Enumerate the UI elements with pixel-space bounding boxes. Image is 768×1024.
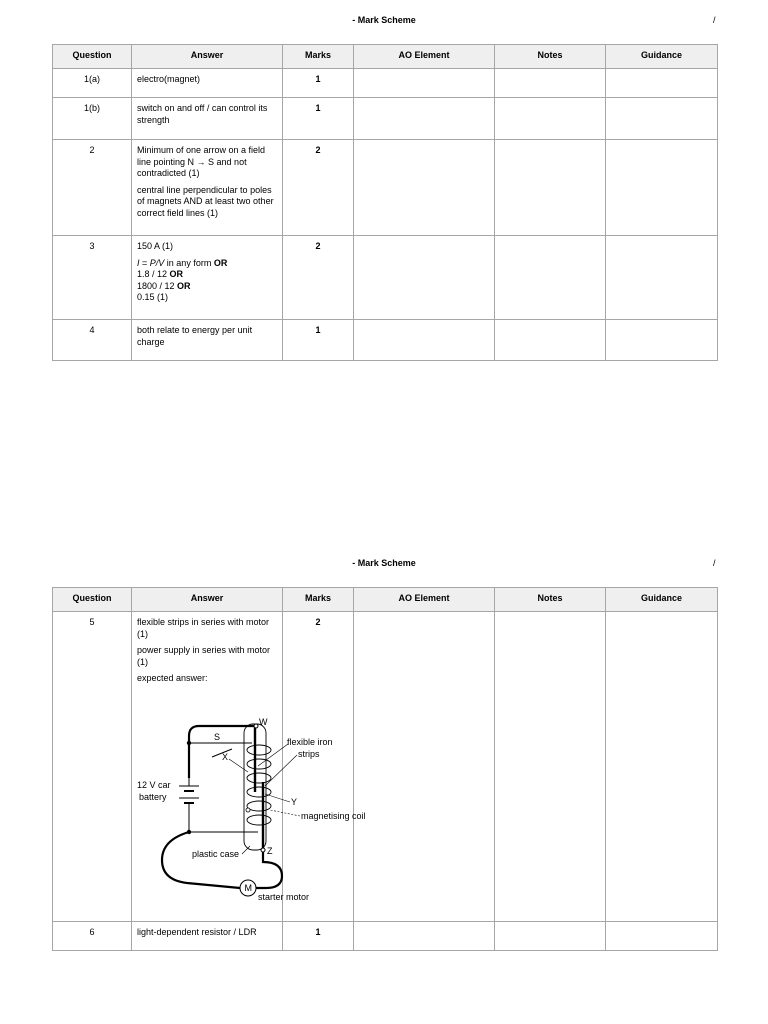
wire-loop-to-motor xyxy=(162,832,240,888)
col-notes-header: Notes xyxy=(495,45,606,69)
answer-text: electro(magnet) xyxy=(137,74,201,84)
formula-power-voltage: P/V xyxy=(149,257,165,268)
ao-element-cell xyxy=(354,98,495,140)
leader-iron xyxy=(265,755,297,786)
marks-cell: 2 xyxy=(283,236,354,320)
page-header-slash: / xyxy=(713,15,716,25)
leader-x xyxy=(229,759,248,772)
notes-cell xyxy=(495,236,606,320)
col-ao-element-header: AO Element xyxy=(354,588,495,612)
formula-rest: in any form xyxy=(164,257,214,268)
label-coil: magnetising coil xyxy=(301,811,366,821)
notes-cell xyxy=(495,612,606,922)
answer-text: power supply in series with motor (1) xyxy=(137,645,271,667)
coil-loop xyxy=(247,787,271,797)
or-keyword: OR xyxy=(177,280,191,291)
coil-loop xyxy=(247,801,271,811)
question-number: 4 xyxy=(53,320,132,361)
question-number: 5 xyxy=(53,612,132,922)
notes-cell xyxy=(495,320,606,361)
label-iron-2: strips xyxy=(298,749,320,759)
ao-element-cell xyxy=(354,922,495,951)
guidance-cell xyxy=(606,320,718,361)
calc-line: 1800 / 12 xyxy=(137,280,178,291)
question-number: 6 xyxy=(53,922,132,951)
terminal-z xyxy=(261,848,265,852)
marks-cell: 1 xyxy=(283,922,354,951)
table-row xyxy=(53,320,718,361)
col-answer-header: Answer xyxy=(132,45,283,69)
col-notes-header: Notes xyxy=(495,588,606,612)
table-row xyxy=(53,612,718,922)
col-guidance-header: Guidance xyxy=(606,588,718,612)
answer-text: Minimum of one arrow on a field line pointing N → S and not contradicted (1) xyxy=(137,145,266,178)
page-header-title: - Mark Scheme xyxy=(352,15,416,25)
col-guidance-header: Guidance xyxy=(606,45,718,69)
answer-cell xyxy=(132,69,283,98)
answer-cell xyxy=(132,236,283,320)
coil-loop xyxy=(247,773,271,783)
marks-cell: 1 xyxy=(283,320,354,361)
table-row xyxy=(53,922,718,951)
answer-cell xyxy=(132,320,283,361)
notes-cell xyxy=(495,69,606,98)
question-number: 2 xyxy=(53,140,132,236)
table-row xyxy=(53,236,718,320)
label-y: Y xyxy=(291,797,298,807)
answer-text: flexible strips in series with motor (1) xyxy=(137,617,270,639)
answer-cell xyxy=(132,140,283,236)
label-battery-2: battery xyxy=(139,792,167,802)
marks-cell: 2 xyxy=(283,612,354,922)
ao-element-cell xyxy=(354,236,495,320)
label-z: Z xyxy=(267,846,273,856)
notes-cell xyxy=(495,98,606,140)
answer-text: central line perpendicular to poles of magnets AND at least two other correct field lines (1) xyxy=(137,184,274,218)
ao-element-cell xyxy=(354,69,495,98)
terminal xyxy=(246,808,250,812)
label-battery-1: 12 V car xyxy=(137,780,171,790)
answer-formula xyxy=(137,258,277,304)
coil-loop xyxy=(247,759,271,769)
answer-cell xyxy=(132,98,283,140)
answer-text: switch on and off / can control its strength xyxy=(137,103,268,125)
notes-cell xyxy=(495,140,606,236)
page-header-slash: / xyxy=(713,558,716,568)
table-row xyxy=(53,140,718,236)
table-row xyxy=(53,98,718,140)
label-s: S xyxy=(214,732,221,742)
answer-text: expected answer: xyxy=(137,673,208,683)
table-header-row xyxy=(53,45,718,69)
marks-cell: 1 xyxy=(283,98,354,140)
label-x: X xyxy=(222,752,229,762)
col-marks-header: Marks xyxy=(283,45,354,69)
coil-loop xyxy=(247,815,271,825)
marks-cell: 2 xyxy=(283,140,354,236)
calc-line: 0.15 (1) xyxy=(137,292,169,302)
or-keyword: OR xyxy=(213,257,228,268)
question-number: 1(b) xyxy=(53,98,132,140)
label-iron-1: flexible iron xyxy=(287,737,333,747)
ao-element-cell xyxy=(354,320,495,361)
formula-equals: = xyxy=(139,257,150,268)
guidance-cell xyxy=(606,922,718,951)
guidance-cell xyxy=(606,69,718,98)
answer-text: both relate to energy per unit charge xyxy=(137,325,253,347)
label-starter-motor: starter motor xyxy=(258,892,310,902)
formula-current-symbol: I xyxy=(137,257,140,268)
answer-cell xyxy=(132,922,283,951)
guidance-cell xyxy=(606,612,718,922)
table-row xyxy=(53,69,718,98)
notes-cell xyxy=(495,922,606,951)
answer-text: 150 A (1) xyxy=(137,241,174,251)
answer-cell xyxy=(132,612,366,922)
mark-scheme-table-2 xyxy=(52,587,718,951)
or-keyword: OR xyxy=(169,269,184,279)
mark-scheme-table-1 xyxy=(52,44,718,361)
wire-z-to-motor xyxy=(256,852,282,888)
label-m: M xyxy=(244,883,252,893)
col-marks-header: Marks xyxy=(283,588,354,612)
label-w: W xyxy=(259,717,268,727)
calc-line: 1.8 / 12 xyxy=(137,269,170,279)
leader-y xyxy=(265,794,290,802)
guidance-cell xyxy=(606,98,718,140)
relay-circuit-diagram xyxy=(132,717,382,910)
guidance-cell xyxy=(606,140,718,236)
answer-text: light-dependent resistor / LDR xyxy=(137,927,257,937)
guidance-cell xyxy=(606,236,718,320)
col-ao-element-header: AO Element xyxy=(354,45,495,69)
page-header-title: - Mark Scheme xyxy=(352,558,416,568)
terminal-w xyxy=(254,724,258,728)
coil-loop xyxy=(247,745,271,755)
marks-cell: 1 xyxy=(283,69,354,98)
question-number: 3 xyxy=(53,236,132,320)
label-plastic-case: plastic case xyxy=(192,849,240,859)
col-answer-header: Answer xyxy=(132,588,283,612)
table-header-row xyxy=(53,588,718,612)
col-question-header: Question xyxy=(53,588,132,612)
col-question-header: Question xyxy=(53,45,132,69)
question-number: 1(a) xyxy=(53,69,132,98)
ao-element-cell xyxy=(354,140,495,236)
leader-coil xyxy=(270,810,300,816)
